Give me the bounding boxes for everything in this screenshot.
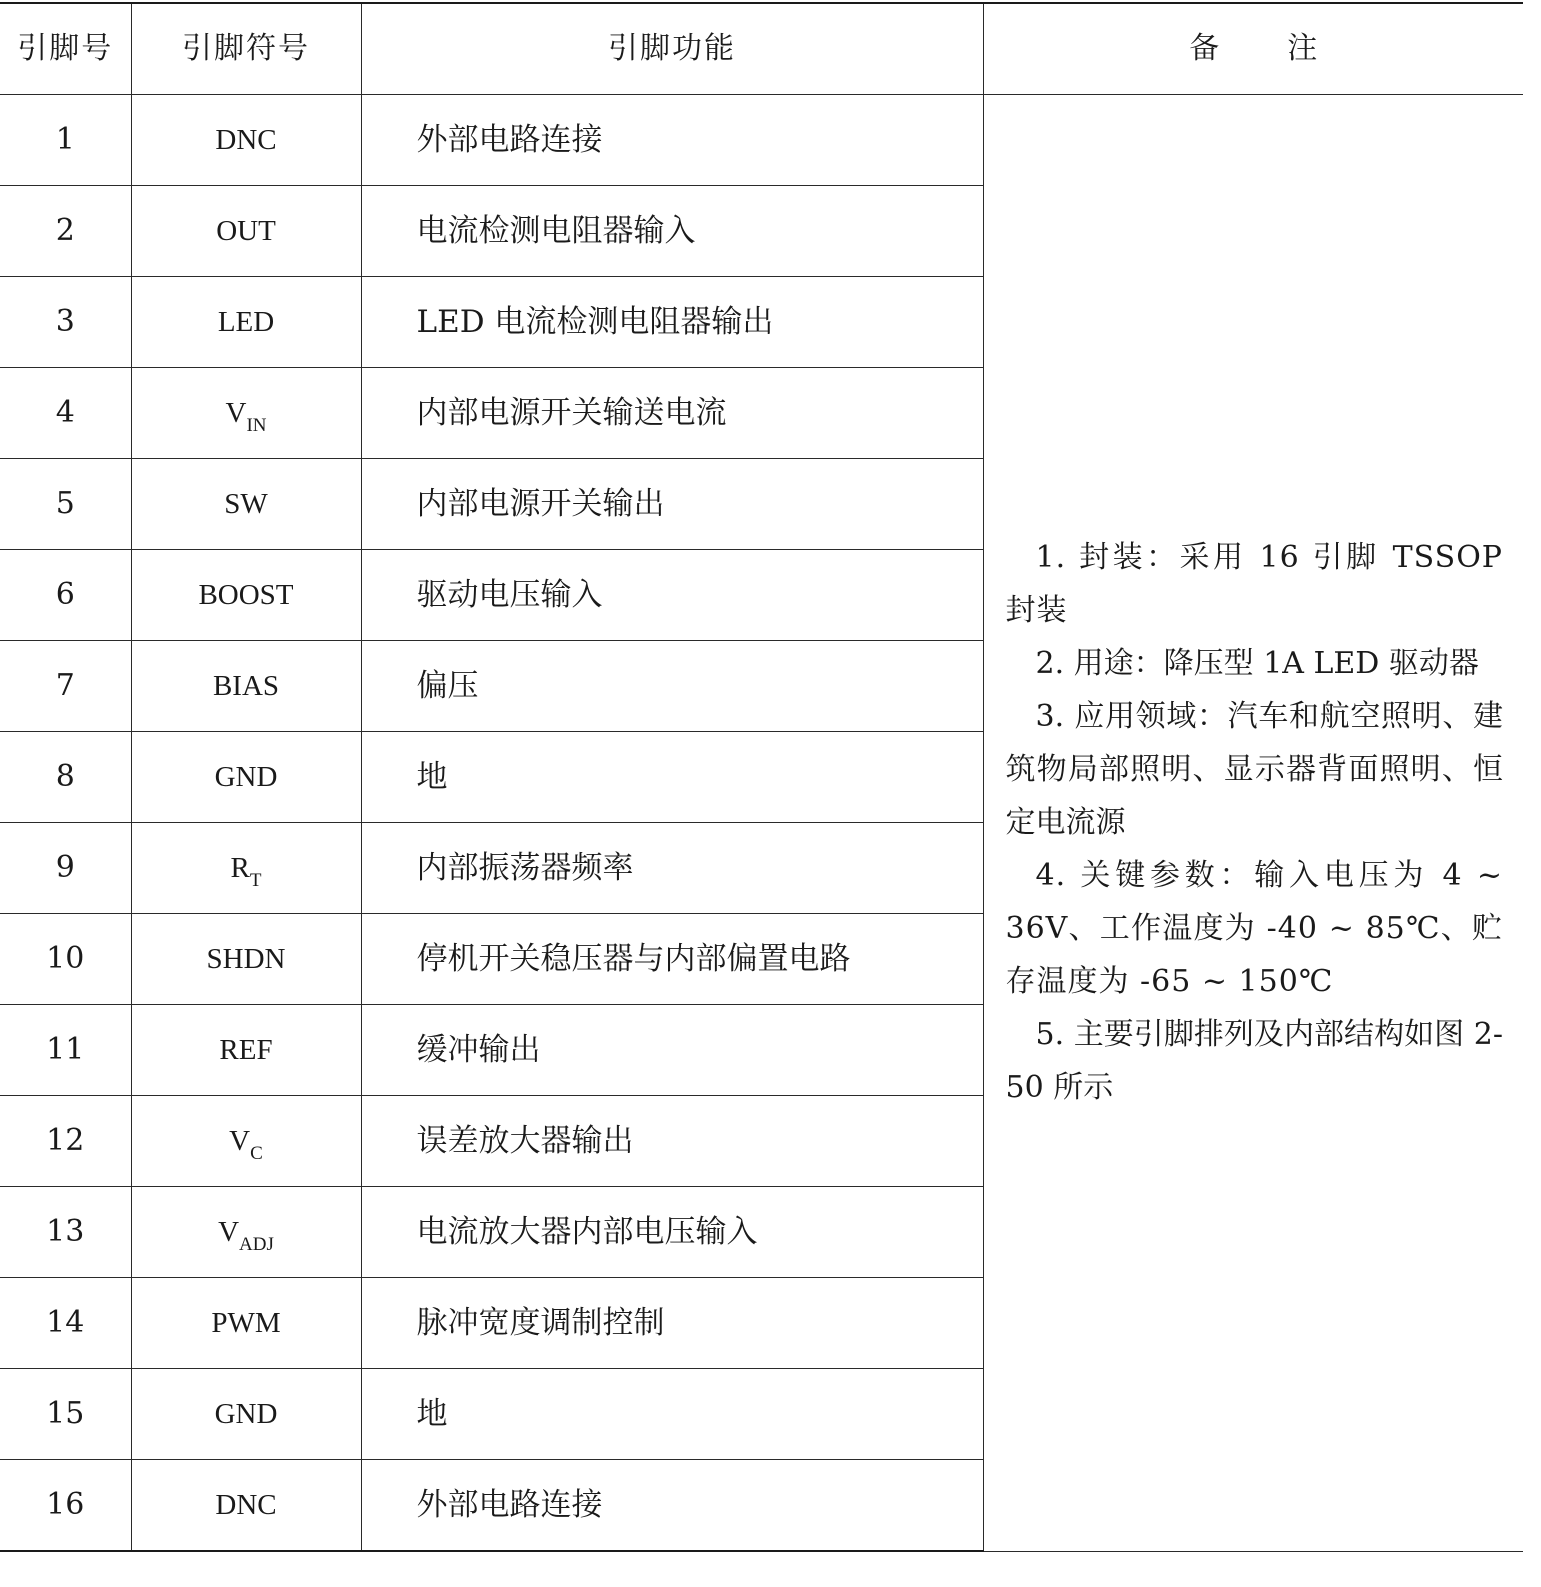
pin-number: 2 bbox=[0, 186, 131, 277]
pin-symbol bbox=[131, 1096, 361, 1187]
pin-symbol bbox=[131, 914, 361, 1005]
pin-symbol bbox=[131, 550, 361, 641]
pin-symbol bbox=[131, 1278, 361, 1369]
pin-symbol-main: BOOST bbox=[198, 578, 294, 611]
pin-function: 偏压 bbox=[361, 641, 983, 732]
pin-symbol bbox=[131, 1005, 361, 1096]
pin-symbol-main: OUT bbox=[216, 214, 276, 247]
pin-function: 停机开关稳压器与内部偏置电路 bbox=[361, 914, 983, 1005]
pin-function: 电流检测电阻器输入 bbox=[361, 186, 983, 277]
pin-function: 误差放大器输出 bbox=[361, 1096, 983, 1187]
pin-number: 9 bbox=[0, 823, 131, 914]
pin-function: 脉冲宽度调制控制 bbox=[361, 1278, 983, 1369]
pin-symbol-main: V bbox=[225, 396, 247, 429]
note-item: 4. 关键参数：输入电压为 4 ~ 36V、工作温度为 -40 ~ 85℃、贮存温度为 -65 ~ 150℃ bbox=[1005, 858, 1503, 1000]
pin-function: 内部电源开关输出 bbox=[361, 459, 983, 550]
pin-function: 内部电源开关输送电流 bbox=[361, 368, 983, 459]
table-row bbox=[0, 95, 1523, 186]
pin-symbol bbox=[131, 641, 361, 732]
pin-symbol bbox=[131, 823, 361, 914]
pin-symbol bbox=[131, 186, 361, 277]
header-pin-symbol: 引脚符号 bbox=[131, 3, 361, 95]
note-item: 5. 主要引脚排列及内部结构如图 2-50 所示 bbox=[1005, 1017, 1503, 1106]
pin-number: 4 bbox=[0, 368, 131, 459]
pin-symbol-main: GND bbox=[214, 1397, 278, 1430]
note-item: 1. 封装：采用 16 引脚 TSSOP 封装 bbox=[1005, 540, 1503, 629]
pin-symbol-main: DNC bbox=[215, 123, 277, 156]
pin-function: 外部电路连接 bbox=[361, 1460, 983, 1552]
pin-symbol bbox=[131, 1369, 361, 1460]
header-notes bbox=[983, 3, 1523, 95]
pin-symbol-subscript: T bbox=[249, 869, 262, 891]
table-header-row bbox=[0, 3, 1523, 95]
header-notes-char-1: 备 bbox=[1189, 31, 1220, 66]
pin-number: 5 bbox=[0, 459, 131, 550]
pin-symbol bbox=[131, 277, 361, 368]
pin-symbol-main: DNC bbox=[215, 1488, 277, 1521]
table-body bbox=[0, 95, 1523, 1552]
pin-number: 3 bbox=[0, 277, 131, 368]
pin-symbol-main: R bbox=[230, 851, 250, 884]
pin-function: 电流放大器内部电压输入 bbox=[361, 1187, 983, 1278]
pin-symbol-main: V bbox=[218, 1215, 240, 1248]
pin-number: 12 bbox=[0, 1096, 131, 1187]
pin-function-table bbox=[0, 2, 1523, 1552]
pin-symbol-main: LED bbox=[217, 305, 275, 338]
pin-symbol-main: SHDN bbox=[206, 942, 286, 975]
pin-symbol-main: GND bbox=[214, 760, 278, 793]
pin-number: 10 bbox=[0, 914, 131, 1005]
pin-function: 缓冲输出 bbox=[361, 1005, 983, 1096]
pin-function: 外部电路连接 bbox=[361, 95, 983, 186]
pin-number: 6 bbox=[0, 550, 131, 641]
pin-number: 15 bbox=[0, 1369, 131, 1460]
pin-number: 7 bbox=[0, 641, 131, 732]
pin-symbol-subscript: ADJ bbox=[239, 1233, 274, 1255]
pin-symbol-main: V bbox=[229, 1124, 251, 1157]
pin-symbol bbox=[131, 459, 361, 550]
pin-symbol-subscript: C bbox=[250, 1142, 263, 1164]
pin-number: 11 bbox=[0, 1005, 131, 1096]
pin-number: 8 bbox=[0, 732, 131, 823]
pin-symbol-main: PWM bbox=[211, 1306, 281, 1339]
pin-function: 地 bbox=[361, 732, 983, 823]
pin-number: 1 bbox=[0, 95, 131, 186]
pin-number: 14 bbox=[0, 1278, 131, 1369]
pin-function: 驱动电压输入 bbox=[361, 550, 983, 641]
pin-symbol bbox=[131, 95, 361, 186]
pin-symbol-main: BIAS bbox=[212, 669, 280, 702]
pin-function: LED 电流检测电阻器输出 bbox=[361, 277, 983, 368]
pin-function: 地 bbox=[361, 1369, 983, 1460]
pin-symbol-main: SW bbox=[224, 487, 268, 520]
pin-symbol bbox=[131, 368, 361, 459]
notes-cell bbox=[983, 95, 1523, 1552]
header-pin-number: 引脚号 bbox=[0, 3, 131, 95]
pin-symbol bbox=[131, 732, 361, 823]
header-pin-function: 引脚功能 bbox=[361, 3, 983, 95]
pin-symbol bbox=[131, 1460, 361, 1552]
pin-symbol-main: REF bbox=[219, 1033, 273, 1066]
pin-function: 内部振荡器频率 bbox=[361, 823, 983, 914]
pin-number: 13 bbox=[0, 1187, 131, 1278]
note-item: 3. 应用领域：汽车和航空照明、建筑物局部照明、显示器背面照明、恒定电流源 bbox=[1005, 699, 1503, 841]
pin-symbol bbox=[131, 1187, 361, 1278]
note-item: 2. 用途：降压型 1A LED 驱动器 bbox=[1035, 646, 1479, 682]
pin-number: 16 bbox=[0, 1460, 131, 1552]
pin-symbol-subscript: IN bbox=[246, 414, 267, 436]
header-notes-char-2: 注 bbox=[1287, 31, 1318, 66]
